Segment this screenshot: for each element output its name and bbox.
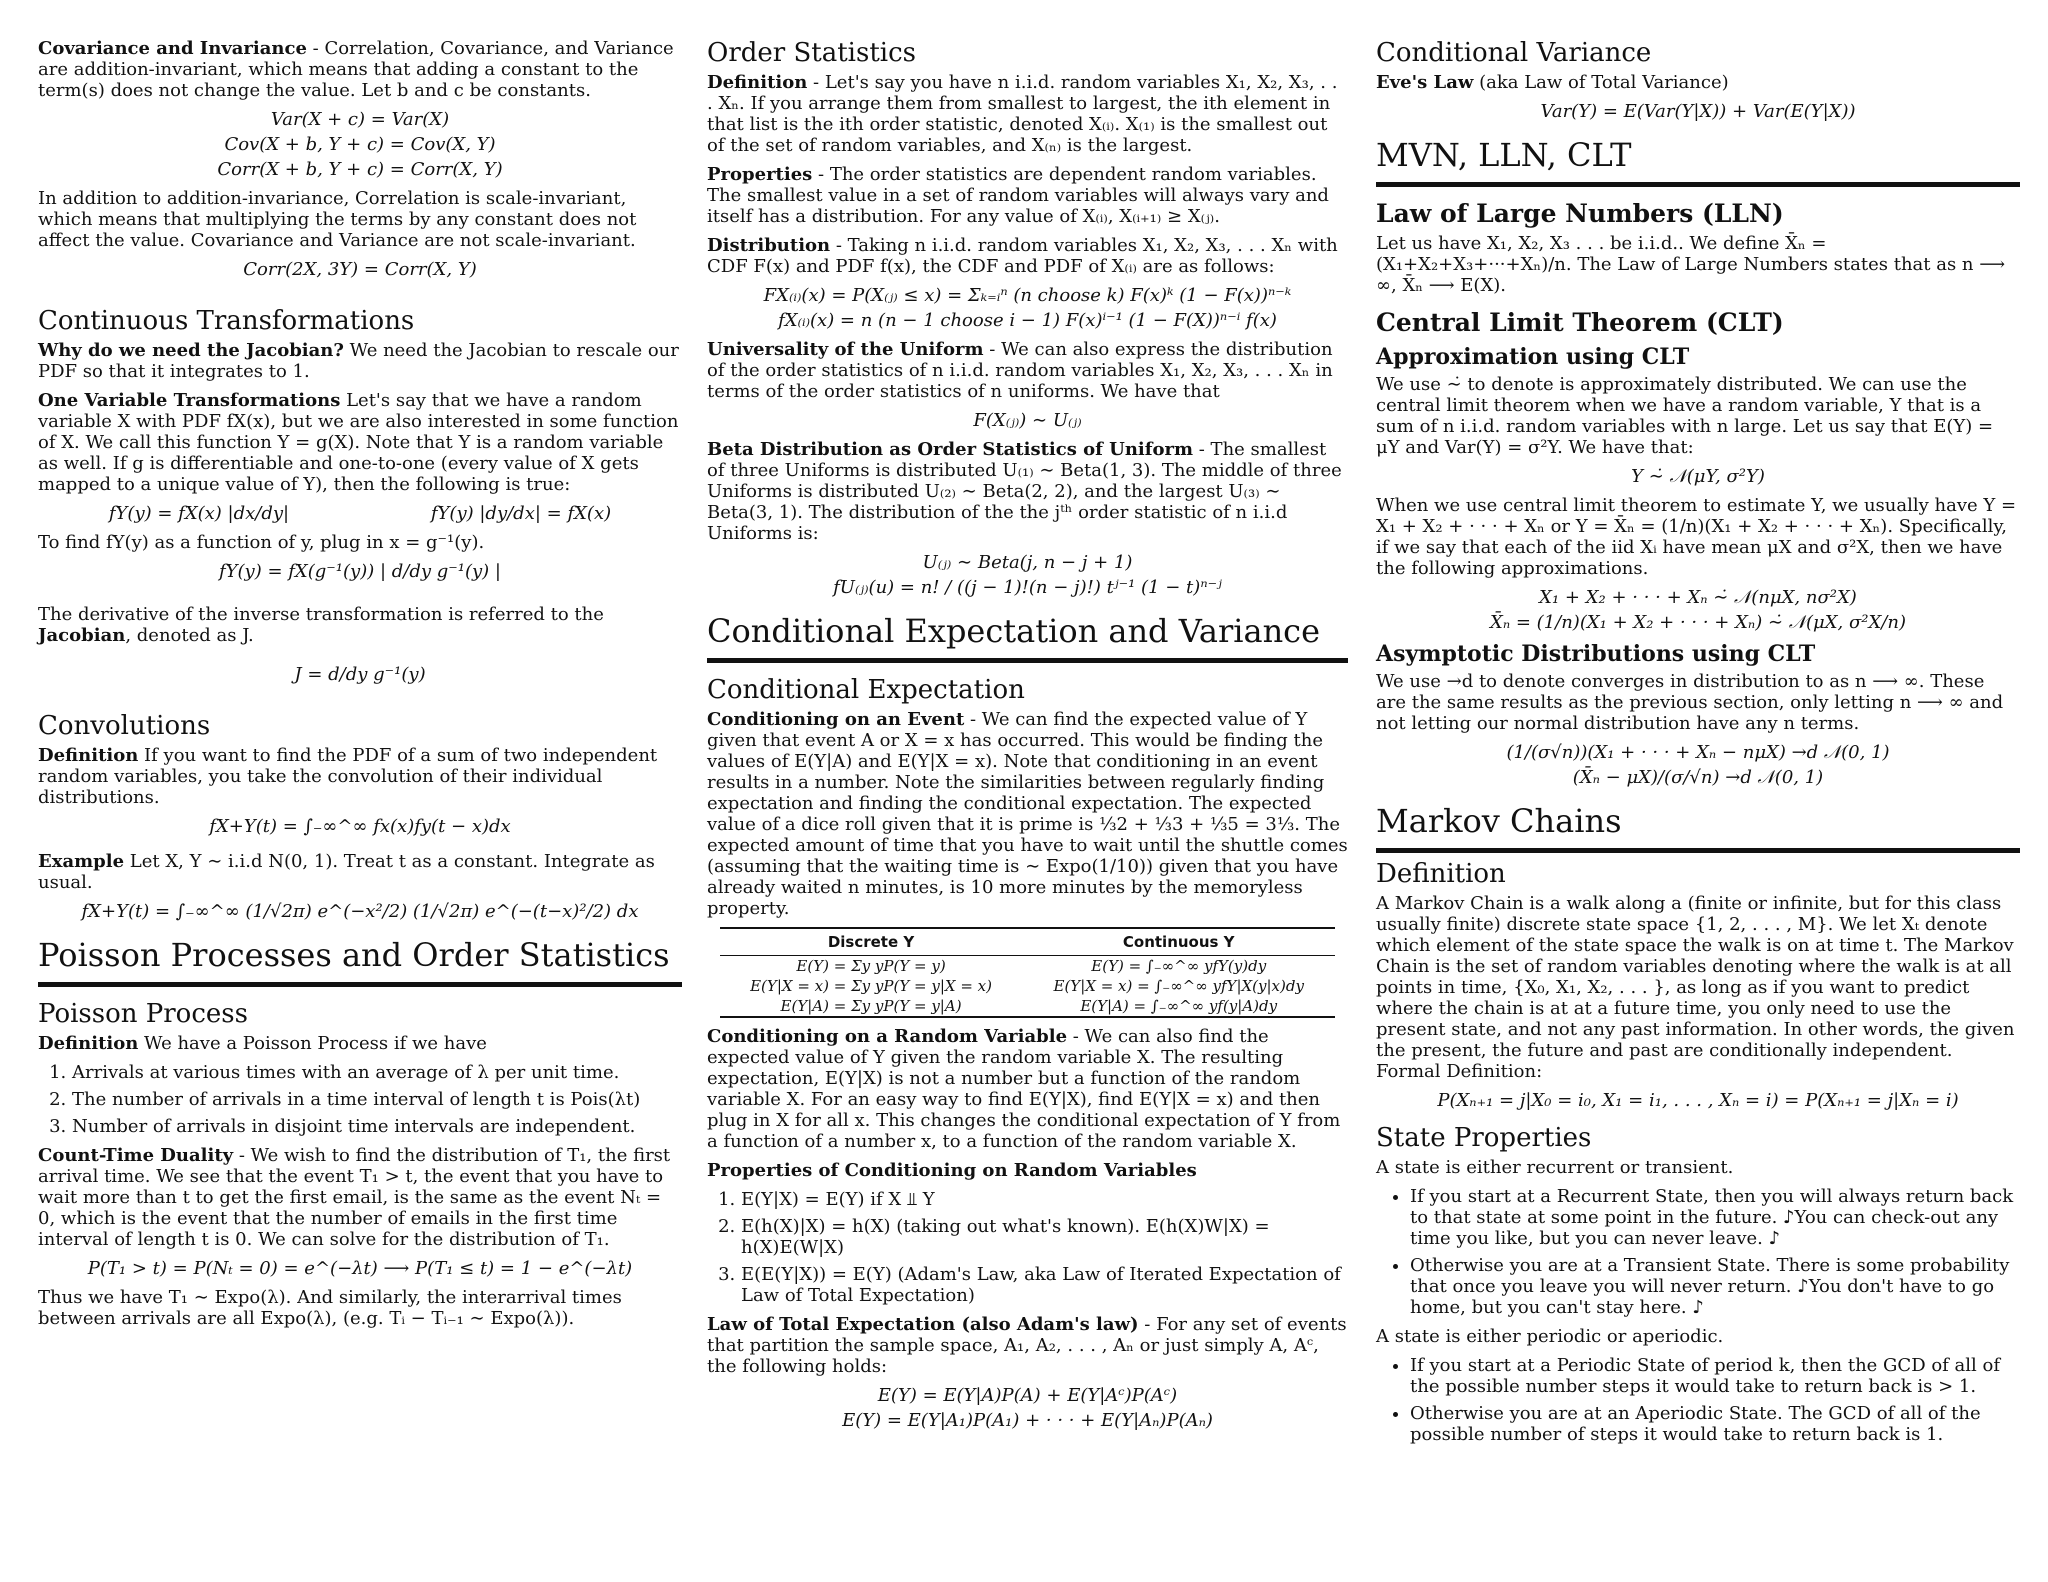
covariance-invariance-paragraph bbox=[38, 38, 682, 101]
transformation-equations bbox=[38, 503, 682, 524]
column-1 bbox=[38, 38, 682, 1337]
conditional-expectation-table bbox=[720, 927, 1335, 1018]
order-distribution-text: - Taking n i.i.d. random variables X₁, X₂, X₃, . . . Xₙ with CDF F(x) and PDF f(x), the CDF and PDF of X₍ᵢ₎ are as follows: bbox=[707, 235, 1338, 277]
count-time-equation: P(T₁ > t) = P(Nₜ = 0) = e^(−λt) ⟶ P(T₁ ≤ t) = 1 − e^(−λt) bbox=[87, 1258, 633, 1279]
list-item: 2. The number of arrivals in a time interval of length t is Pois(λt) bbox=[72, 1089, 682, 1110]
jacobian-word: Jacobian bbox=[38, 625, 126, 646]
order-properties-paragraph bbox=[707, 164, 1348, 227]
covariance-invariance-text: - Correlation, Covariance, and Variance are addition-invariant, which means that adding a constant to the term(s) does not change the value. Let b and c be constants. bbox=[38, 38, 674, 101]
convolutions-heading: Convolutions bbox=[38, 711, 211, 741]
table-cell: E(Y) = Σy yP(Y = y) bbox=[796, 957, 946, 975]
table-header: Continuous Y bbox=[1022, 928, 1335, 956]
continuous-transformations-heading: Continuous Transformations bbox=[38, 306, 415, 336]
poisson-processes-heading: Poisson Processes and Order Statistics bbox=[38, 936, 682, 987]
order-definition-text: - Let's say you have n i.i.d. random variables X₁, X₂, X₃, . . . Xₙ. If you arrange them from smallest to largest, the ith element in that list is the ith order statistic, denoted X₍ᵢ₎. X₍₁₎ is the smallest out of the set of random variables, and X₍ₙ₎ is the largest. bbox=[707, 72, 1338, 156]
beta-title: Beta Distribution as Order Statistics of Uniform bbox=[707, 439, 1194, 460]
lln-subheading: Law of Large Numbers (LLN) bbox=[1376, 199, 1784, 228]
clt-usage-text: When we use central limit theorem to estimate Y, we usually have Y = X₁ + X₂ + · · · + Xₙ or Y = X̄ₙ = (1/n)(X₁ + X₂ + · · · + Xₙ). Specifically, if we say that each of the iid Xᵢ have mean μX and σ²X, then we have the following approximations. bbox=[1376, 495, 2017, 579]
column-3 bbox=[1376, 38, 2020, 1453]
table-cell: E(Y|A) = Σy yP(Y = y|A) bbox=[720, 996, 1022, 1017]
mvn-lln-clt-heading: MVN, LLN, CLT bbox=[1376, 136, 2020, 187]
order-distribution-title: Distribution bbox=[707, 235, 831, 256]
poisson-definition-title: Definition bbox=[38, 1033, 139, 1054]
one-variable-transformations-text: Let's say that we have a random variable X with PDF fX(x), but we are also interested in some function of X. We call this function Y = g(X). Note that Y is a random variable as well. If g is differentiable and one-to-one (every value of X gets mapped to a unique value of Y), then the following is true: bbox=[38, 390, 679, 495]
state-properties-subheading: State Properties bbox=[1376, 1123, 1592, 1153]
beta-paragraph bbox=[707, 439, 1348, 544]
find-fy-text: To find fY(y) as a function of y, plug in x = g⁻¹(y). bbox=[38, 532, 485, 553]
jacobian-answer: We need the Jacobian to rescale our PDF so that it integrates to 1. bbox=[38, 340, 679, 382]
find-fy-equation: fY(y) = fX(g⁻¹(y)) | d/dy g⁻¹(y) | bbox=[218, 561, 501, 582]
universality-equation: F(X₍ⱼ₎) ∼ U₍ⱼ₎ bbox=[973, 410, 1082, 431]
one-variable-transformations-title: One Variable Transformations bbox=[38, 390, 341, 411]
cov-equation: Cov(X + b, Y + c) = Cov(X, Y) bbox=[224, 134, 496, 155]
derivative-tail: , denoted as J. bbox=[125, 625, 254, 646]
total-expectation-eq-2: E(Y) = E(Y|A₁)P(A₁) + · · · + E(Y|Aₙ)P(Aₙ) bbox=[842, 1410, 1213, 1431]
clt-subheading: Central Limit Theorem (CLT) bbox=[1376, 308, 1784, 337]
transformation-eq-1: fY(y) = fX(x) |dx/dy| bbox=[108, 503, 290, 524]
var-equation: Var(X + c) = Var(X) bbox=[270, 109, 450, 130]
conditional-expectation-subheading: Conditional Expectation bbox=[707, 675, 1025, 705]
approx-clt-subheading: Approximation using CLT bbox=[1376, 344, 1690, 370]
count-time-duality-text: - We wish to find the distribution of T₁, the first arrival time. We see that the event T₁ > t, the event that you have to wait more than t to get the first email, is the same as the event Nₜ = 0, which is the event that the number of emails in the first time interval of length t is 0. We can solve for the distribution of T₁. bbox=[38, 1145, 671, 1250]
conditioning-rv-paragraph bbox=[707, 1026, 1348, 1152]
convolution-definition-title: Definition bbox=[38, 745, 139, 766]
convolution-definition-text: If you want to find the PDF of a sum of two independent random variables, you take the convolution of their individual distributions. bbox=[38, 745, 658, 808]
markov-definition-text: A Markov Chain is a walk along a (finite or infinite, but for this class usually finite) discrete state space {1, 2, . . . , M}. We let Xₜ denote which element of the state space the walk is on at time t. The Markov Chain is the set of random variables denoting where the walk is at all points in time, {X₀, X₁, X₂, . . . }, as long as if you want to predict where the chain is at at a future time, you only need to use the present state, and not any past information. In other words, the given the present, the future and past are conditionally independent. Formal Definition: bbox=[1376, 893, 2015, 1082]
jacobian-question: Why do we need the Jacobian? bbox=[38, 340, 344, 361]
list-item: 3. Number of arrivals in disjoint time intervals are independent. bbox=[72, 1116, 682, 1137]
conditioning-event-paragraph bbox=[707, 709, 1348, 919]
total-expectation-title: Law of Total Expectation (also Adam's law) bbox=[707, 1314, 1139, 1335]
example-paragraph bbox=[38, 851, 682, 893]
order-distribution-equations bbox=[707, 285, 1348, 331]
list-item: • Otherwise you are at a Transient State. There is some probability that once you leave you will never return. ♪You don't have to go home, but you can't stay here. ♪ bbox=[1410, 1255, 2020, 1318]
poisson-definition-paragraph bbox=[38, 1033, 682, 1054]
asymptotic-equations bbox=[1376, 742, 2020, 788]
markov-definition-subheading: Definition bbox=[1376, 859, 1506, 889]
poisson-conditions-list bbox=[38, 1062, 682, 1137]
periodic-aperiodic-text: A state is either periodic or aperiodic. bbox=[1376, 1326, 1724, 1347]
order-properties-text: - The order statistics are dependent random variables. The smallest value in a set of random variables will always vary and itself has a distribution. For any value of X₍ᵢ₎, X₍ᵢ₊₁₎ ≥ X₍ⱼ₎. bbox=[707, 164, 1329, 227]
order-properties-title: Properties bbox=[707, 164, 813, 185]
lln-text: Let us have X₁, X₂, X₃ . . . be i.i.d.. We define X̄ₙ = (X₁+X₂+X₃+···+Xₙ)/n. The Law of Large Numbers states that as n ⟶ ∞, X̄ₙ ⟶ E(X). bbox=[1376, 233, 2006, 296]
count-time-duality-title: Count-Time Duality bbox=[38, 1145, 234, 1166]
column-2 bbox=[707, 38, 1348, 1439]
conditional-variance-heading: Conditional Variance bbox=[1376, 38, 1652, 68]
total-expectation-eq-1: E(Y) = E(Y|A)P(A) + E(Y|Aᶜ)P(Aᶜ) bbox=[877, 1385, 1178, 1406]
table-cell: E(Y) = ∫₋∞^∞ yfY(y)dy bbox=[1091, 957, 1267, 975]
covariance-equations bbox=[38, 109, 682, 180]
asymptotic-text: We use →d to denote converges in distribution to as n ⟶ ∞. These are the same results as the previous section, only letting n ⟶ ∞ and not letting our normal distribution have any n terms. bbox=[1376, 671, 2004, 734]
beta-equations bbox=[707, 552, 1348, 598]
cdf-equation: FX₍ᵢ₎(x) = P(X₍ⱼ₎ ≤ x) = Σₖ₌ᵢⁿ (n choose k) F(x)ᵏ (1 − F(x))ⁿ⁻ᵏ bbox=[763, 285, 1292, 306]
convolution-equation: fX+Y(t) = ∫₋∞^∞ fx(x)fy(t − x)dx bbox=[209, 816, 511, 837]
approx-clt-equation: Y ∼̇ 𝒩(μY, σ²Y) bbox=[1631, 466, 1765, 487]
beta-equation-1: U₍ⱼ₎ ∼ Beta(j, n − j + 1) bbox=[922, 552, 1133, 573]
covariance-invariance-title: Covariance and Invariance bbox=[38, 38, 307, 59]
order-distribution-paragraph bbox=[707, 235, 1348, 277]
eve-law-equation: Var(Y) = E(Var(Y|X)) + Var(E(Y|X)) bbox=[1540, 101, 1856, 122]
asymptotic-eq-2: (X̄ₙ − μX)/(σ/√n) →d 𝒩(0, 1) bbox=[1572, 767, 1824, 788]
eve-law-text: (aka Law of Total Variance) bbox=[1473, 72, 1729, 93]
list-item: 3. E(E(Y|X)) = E(Y) (Adam's Law, aka Law of Iterated Expectation of Law of Total Expectation) bbox=[741, 1264, 1348, 1306]
scale-equation: Corr(2X, 3Y) = Corr(X, Y) bbox=[243, 259, 477, 280]
table-cell: E(Y|X = x) = Σy yP(Y = y|X = x) bbox=[750, 977, 992, 995]
table-row bbox=[720, 976, 1335, 996]
conditioning-event-title: Conditioning on an Event bbox=[707, 709, 965, 730]
beta-equation-2: fU₍ⱼ₎(u) = n! / ((j − 1)!(n − j)!) tʲ⁻¹ (1 − t)ⁿ⁻ʲ bbox=[833, 577, 1222, 598]
pdf-equation: fX₍ᵢ₎(x) = n (n − 1 choose i − 1) F(x)ⁱ⁻¹ (1 − F(X))ⁿ⁻ⁱ f(x) bbox=[778, 310, 1277, 331]
one-variable-transformations-paragraph bbox=[38, 390, 682, 495]
table-row bbox=[720, 996, 1335, 1017]
total-expectation-paragraph bbox=[707, 1314, 1348, 1377]
transformation-eq-2: fY(y) |dy/dx| = fX(x) bbox=[430, 503, 612, 524]
conditioning-event-text: - We can find the expected value of Y given that event A or X = x has occurred. This would be finding the values of E(Y|A) and E(Y|X = x). Note that conditioning in an event results in a number. Note the similarities between regularly finding expectation and finding the conditional expectation. The expected value of a dice roll given that it is prime is ⅓2 + ⅓3 + ⅓5 = 3⅓. The expected amount of time that you have to wait until the shuttle comes (assuming that the waiting time is ∼ Expo(1/10)) given that you have already waited n minutes, is 10 more minutes by the memoryless property. bbox=[707, 709, 1348, 919]
order-definition-paragraph bbox=[707, 72, 1348, 156]
approx-clt-text: We use ∼̇ to denote is approximately distributed. We can use the central limit theorem when we have a random variable, Y that is a sum of n i.i.d. random variables with n large. Let us say that E(Y) = μY and Var(Y) = σ²Y. We have that: bbox=[1376, 374, 1994, 458]
recurrent-transient-text: A state is either recurrent or transient. bbox=[1376, 1157, 1734, 1178]
list-item: 1. E(Y|X) = E(Y) if X ⫫ Y bbox=[741, 1189, 1348, 1210]
universality-paragraph bbox=[707, 339, 1348, 402]
example-equation: fX+Y(t) = ∫₋∞^∞ (1/√2π) e^(−x²/2) (1/√2π) e^(−(t−x)²/2) dx bbox=[81, 901, 639, 922]
table-cell: E(Y|X = x) = ∫₋∞^∞ yfY|X(y|x)dy bbox=[1053, 977, 1304, 995]
universality-title: Universality of the Uniform bbox=[707, 339, 984, 360]
clt-sum-equation: X₁ + X₂ + · · · + Xₙ ∼̇ 𝒩(nμX, nσ²X) bbox=[1539, 587, 1857, 608]
table-header-row bbox=[720, 928, 1335, 956]
scale-invariance-text: In addition to addition-invariance, Correlation is scale-invariant, which means that multiplying the terms by any constant does not affect the value. Covariance and Variance are not scale-invariant. bbox=[38, 188, 637, 251]
list-item: 2. E(h(X)|X) = h(X) (taking out what's known). E(h(X)W|X) = h(X)E(W|X) bbox=[741, 1216, 1348, 1258]
list-item: • If you start at a Recurrent State, then you will always return back to that state at some point in the future. ♪You can check-out any time you like, but you can never leave. ♪ bbox=[1410, 1186, 2020, 1249]
conditional-expectation-variance-heading: Conditional Expectation and Variance bbox=[707, 612, 1348, 663]
eve-law-title: Eve's Law bbox=[1376, 72, 1474, 93]
properties-conditioning-title: Properties of Conditioning on Random Variables bbox=[707, 1160, 1197, 1181]
poisson-process-subheading: Poisson Process bbox=[38, 999, 248, 1029]
table-cell: E(Y|A) = ∫₋∞^∞ yf(y|A)dy bbox=[1022, 996, 1335, 1017]
list-item: • Otherwise you are at an Aperiodic State. The GCD of all of the possible number of steps it would take to return back is 1. bbox=[1410, 1403, 2020, 1445]
poisson-definition-text: We have a Poisson Process if we have bbox=[138, 1033, 487, 1054]
corr-equation: Corr(X + b, Y + c) = Corr(X, Y) bbox=[217, 159, 503, 180]
eve-law-paragraph bbox=[1376, 72, 2020, 93]
markov-chains-heading: Markov Chains bbox=[1376, 802, 2020, 853]
recurrent-transient-list bbox=[1376, 1186, 2020, 1318]
periodic-aperiodic-list bbox=[1376, 1355, 2020, 1445]
example-title: Example bbox=[38, 851, 125, 872]
order-definition-title: Definition bbox=[707, 72, 808, 93]
clt-mean-equation: X̄ₙ = (1/n)(X₁ + X₂ + · · · + Xₙ) ∼̇ 𝒩(μX, σ²X/n) bbox=[1490, 612, 1906, 633]
list-item: 1. Arrivals at various times with an average of λ per unit time. bbox=[72, 1062, 682, 1083]
beta-text: - The smallest of three Uniforms is distributed U₍₁₎ ∼ Beta(1, 3). The middle of three Uniforms is distributed U₍₂₎ ∼ Beta(2, 2), and the largest U₍₃₎ ∼ Beta(3, 1). The distribution of the the jᵗʰ order statistic of n i.i.d Uniforms is: bbox=[707, 439, 1342, 544]
table-row bbox=[720, 956, 1335, 977]
conditioning-rv-title: Conditioning on a Random Variable bbox=[707, 1026, 1068, 1047]
markov-property-equation: P(Xₙ₊₁ = j|X₀ = i₀, X₁ = i₁, . . . , Xₙ = i) = P(Xₙ₊₁ = j|Xₙ = i) bbox=[1437, 1090, 1959, 1111]
conditioning-rv-text: - We can also find the expected value of Y given the random variable X. The resulting expectation, E(Y|X) is not a number but a function of the random variable X. For an easy way to find E(Y|X), find E(Y|X = x) and then plug in X for all x. This changes the conditional expectation of Y from a function of a number x, to a function of the random variable X. bbox=[707, 1026, 1341, 1152]
interarrival-text: Thus we have T₁ ∼ Expo(λ). And similarly, the interarrival times between arrivals are all Expo(λ), (e.g. Tᵢ − Tᵢ₋₁ ∼ Expo(λ)). bbox=[38, 1287, 622, 1329]
order-statistics-heading: Order Statistics bbox=[707, 38, 917, 68]
table-header: Discrete Y bbox=[720, 928, 1022, 956]
universality-text: - We can also express the distribution of the order statistics of n i.i.d. random variables X₁, X₂, X₃, . . . Xₙ in terms of the order statistics of n uniforms. We have that bbox=[707, 339, 1333, 402]
list-item: • If you start at a Periodic State of period k, then the GCD of all of the possible number steps it would take to return back is > 1. bbox=[1410, 1355, 2020, 1397]
clt-approximations bbox=[1376, 587, 2020, 633]
convolution-definition-paragraph bbox=[38, 745, 682, 808]
jacobian-equation: J = d/dy g⁻¹(y) bbox=[294, 664, 426, 685]
jacobian-question-paragraph bbox=[38, 340, 682, 382]
count-time-duality-paragraph bbox=[38, 1145, 682, 1250]
asymptotic-eq-1: (1/(σ√n))(X₁ + · · · + Xₙ − nμX) →d 𝒩(0, 1) bbox=[1506, 742, 1890, 763]
example-text: Let X, Y ∼ i.i.d N(0, 1). Treat t as a constant. Integrate as usual. bbox=[38, 851, 655, 893]
properties-conditioning-list bbox=[707, 1189, 1348, 1306]
total-expectation-equations bbox=[707, 1385, 1348, 1431]
total-expectation-text: - For any set of events that partition the sample space, A₁, A₂, . . . , Aₙ or just simply A, Aᶜ, the following holds: bbox=[707, 1314, 1347, 1377]
derivative-paragraph bbox=[38, 604, 682, 646]
derivative-text: The derivative of the inverse transformation is referred to the bbox=[38, 604, 604, 625]
asymptotic-subheading: Asymptotic Distributions using CLT bbox=[1376, 641, 1816, 667]
